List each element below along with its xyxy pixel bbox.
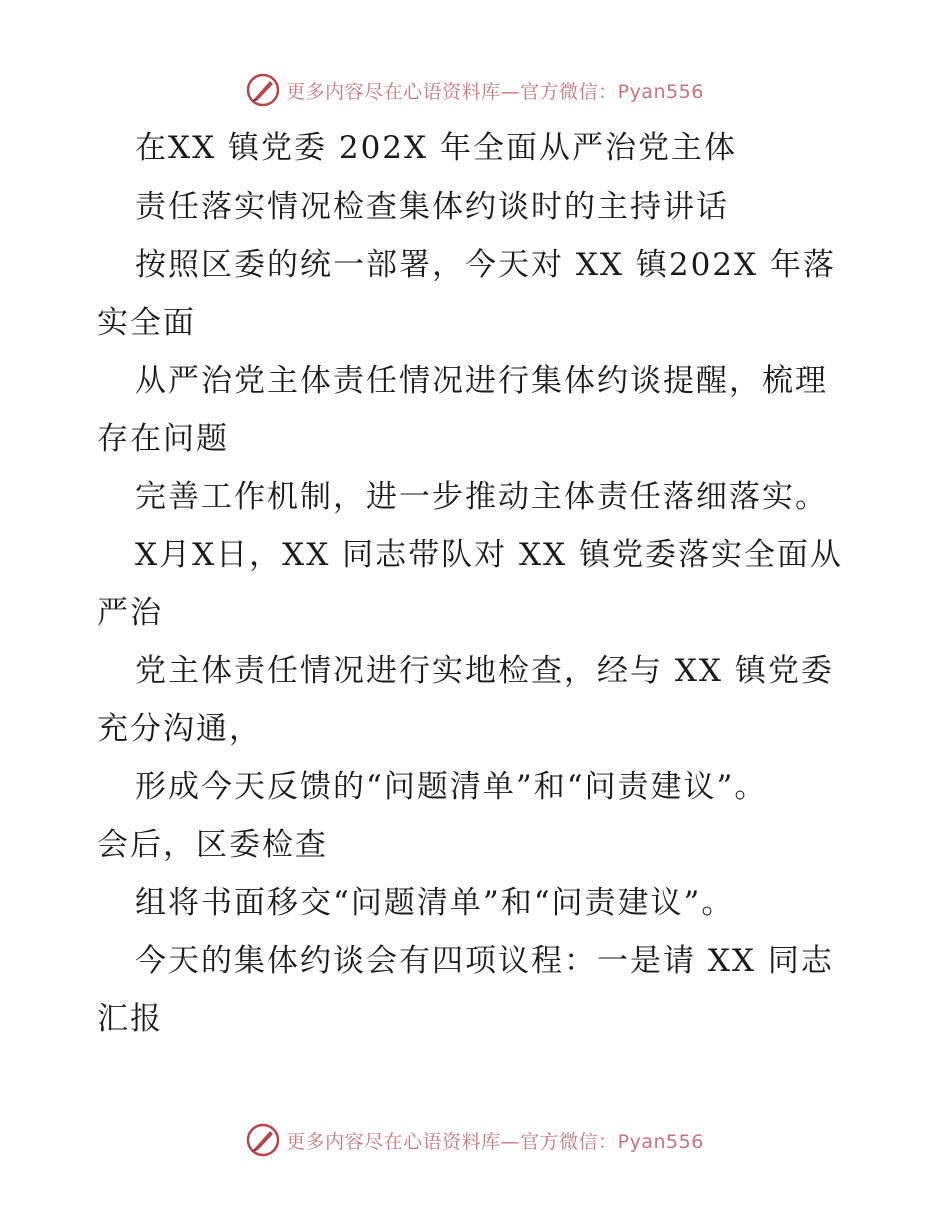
paragraph-line: 从严治党主体责任情况进行集体约谈提醒，梳理	[135, 363, 828, 399]
paragraph-line: 形成今天反馈的“问题清单”和“问责建议”。	[135, 769, 768, 805]
quill-pen-logo-icon	[246, 73, 280, 107]
paragraph-line: 党主体责任情况进行实地检查，经与 XX 镇党委	[135, 653, 834, 689]
paragraph-line: 严治	[97, 595, 163, 631]
paragraph-line: 组将书面移交“问题清单”和“问责建议”。	[135, 885, 735, 921]
footer-watermark	[0, 1120, 950, 1160]
watermark-text: 更多内容尽在心语资料库—官方微信：Pyan556	[286, 80, 704, 103]
header-watermark	[0, 70, 950, 110]
paragraph-line: 按照区委的统一部署，今天对 XX 镇202X 年落	[135, 247, 836, 283]
paragraph-line: 今天的集体约谈会有四项议程：一是请 XX 同志	[135, 943, 834, 979]
paragraph-line: 实全面	[97, 305, 196, 341]
watermark-text: 更多内容尽在心语资料库—官方微信：Pyan556	[286, 1130, 704, 1153]
paragraph-line: 汇报	[97, 1001, 163, 1037]
paragraph-line: 存在问题	[97, 421, 229, 457]
document-title-line-2: 责任落实情况检查集体约谈时的主持讲话	[135, 189, 729, 225]
paragraph-line: 充分沟通，	[97, 711, 262, 747]
paragraph-line: 完善工作机制，进一步推动主体责任落细落实。	[135, 479, 828, 515]
paragraph-line: 会后，区委检查	[97, 827, 328, 863]
quill-pen-logo-icon	[246, 1123, 280, 1157]
document-title-line-1: 在XX 镇党委 202X 年全面从严治党主体	[135, 130, 737, 166]
paragraph-line: X月X日，XX 同志带队对 XX 镇党委落实全面从	[135, 537, 843, 573]
